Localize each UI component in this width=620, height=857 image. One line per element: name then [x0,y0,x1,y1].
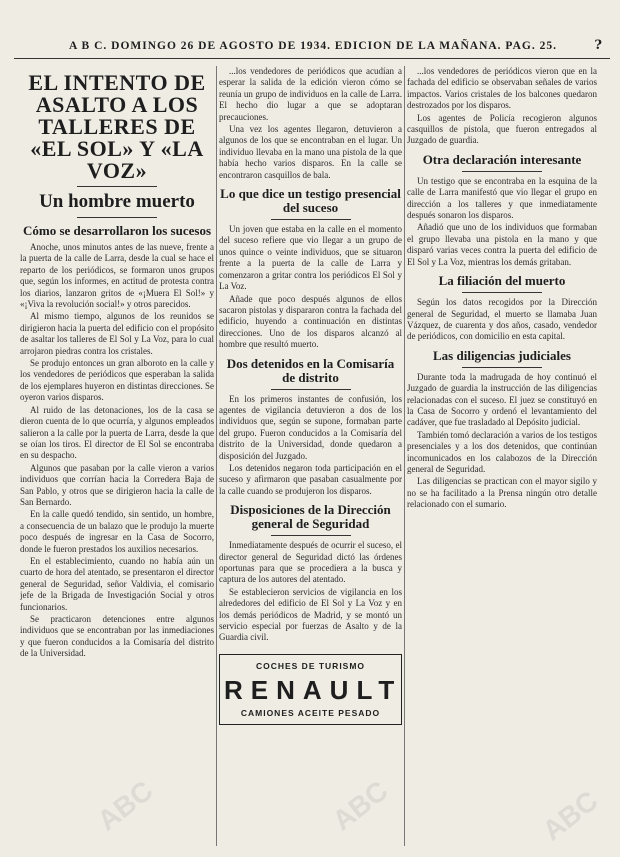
ad-bottom-line: CAMIONES ACEITE PESADO [240,707,381,718]
article-paragraph: Anoche, unos minutos antes de las nueve, frente a la puerta de la calle de Larra, desde la cual se hace el reparto de los periódicos, se formaron unos grupos que, según los informes, en actitud de protesta contra los diarios, lanzaron gritos de «¡Muera El Sol!» y «¡Viva la revolución social!» y otros parecidos. [20,242,214,310]
section-rule [271,535,351,536]
main-headline: EL INTENTO DE ASALTO A LOS TALLERES DE «EL SOL» Y «LA VOZ» [28,70,206,183]
article-paragraph: ...los vendedores de periódicos que acudían a esperar la salida de la edición vieron cómo se reunía un grupo de individuos en la calle de Larra. El hecho dio lugar a que se adoptaran precauciones. [219,66,402,122]
running-head: A B C. DOMINGO 26 DE AGOSTO DE 1934. EDICION DE LA MAÑANA. PAG. 25. [69,40,557,52]
section-rule [462,171,542,172]
article-paragraph: Al mismo tiempo, algunos de los reunidos se dirigieron hacia la puerta del edificio con el propósito de asaltar los talleres de El Sol y La Voz, para lo cual arrojaron piedras contra los cristales. [20,311,214,356]
subheadline-rule [77,217,157,218]
column-divider-1 [216,66,217,846]
ad-brand: RENAULT [224,674,402,705]
article-paragraph: Se establecieron servicios de vigilancia en los alrededores del edificio de El Sol y La Voz y en los demás periódicos de Madrid, y se montó un servicio especial por fuerzas de Asalto y de la Guardia civil. [219,586,402,643]
headline-rule [77,186,157,187]
renault-advertisement [219,654,402,725]
section-rule [462,292,542,293]
article-paragraph: En los primeros instantes de confusión, los agentes de vigilancia detuvieron a dos de los individuos que, según se supone, formaban parte del grupo. Fueron conducidos a la Comisaría del distrito de la Universidad, donde quedaron a disposición del Juzgado. [219,393,402,461]
article-paragraph: Al ruido de las detonaciones, los de la casa se dieron cuenta de lo que ocurría, y algunos empleados salieron a la calle por la puerta de Larra, desde la que se oían los tiros. El director de El Sol se encontraba en su despacho. [20,404,214,461]
abc-watermark: ABC [91,774,159,837]
column-divider-2 [404,66,405,846]
article-paragraph: Los detenidos negaron toda participación en el suceso y afirmaron que pasaban casualmente por la calle cuando se produjeron los disparos. [219,462,402,496]
article-paragraph: Las diligencias se practican con el mayor sigilo y no se ha facilitado a la Prensa ningún otro detalle relacionado con el sumario. [407,476,597,510]
abc-watermark: ABC [326,774,394,837]
abc-watermark: ABC [536,784,604,847]
section-title-testigo: Lo que dice un testigo presencial del suceso [220,186,401,216]
article-paragraph: Se produjo entonces un gran alboroto en la calle y los vendedores de periódicos que esperaban la salida de los ejemplares huyeron en distintas direcciones. Se oyeron varios disparos. [20,358,214,403]
section-title-filiacion: La filiación del muerto [438,273,566,289]
article-paragraph: Añade que poco después algunos de ellos sacaron pistolas y dispararon contra la fachada del edificio, huyendo a continuación en distintas direcciones. Uno de los disparos alcanzó al hombre que resultó muerto. [219,293,402,350]
column-3 [407,66,597,851]
article-paragraph: En la calle quedó tendido, sin sentido, un hombre, a consecuencia de un balazo que le produjo la muerte poco después de ingresar en la Casa de Socorro, donde le fueron prestados los auxilios necesarios. [20,509,214,554]
column-2 [219,66,402,851]
section-title-disposiciones: Disposiciones de la Dirección general de Seguridad [230,502,391,532]
article-paragraph: Inmediatamente después de ocurrir el suceso, el director general de Seguridad dictó las órdenes oportunas para que se procediera a la busca y captura de los autores del atentado. [219,540,402,585]
section-rule [271,219,351,220]
article-paragraph: Un joven que estaba en la calle en el momento del suceso refiere que vio llegar a un grupo de unos quince o veinte individuos, que se situaron frente a la puerta de la calle de Larra y comenzaron a gritar contra los periódicos El Sol y La Voz. [219,224,402,292]
corner-mark: ? [594,38,602,53]
article-paragraph: Según los datos recogidos por la Dirección general de Seguridad, el muerto se llamaba Juan Vázquez, de cuarenta y dos años, casado, vendedor de periódicos, con domicilio en esta capital. [407,297,597,342]
section-title-sucesos: Cómo se desarrollaron los sucesos [22,223,212,238]
section-title-diligencias: Las diligencias judiciales [433,347,571,363]
section-rule [462,367,542,368]
subheadline: Un hombre muerto [39,191,195,212]
section-title-detenidos: Dos detenidos en la Comisaría de distrito [226,355,395,385]
article-paragraph: En el establecimiento, cuando no había aún un cuarto de hora del atentado, se presentaron el director general de Seguridad, señor Valdivia, el comisario jefe de la Brigada de Investigación Social y otros funcionarios. [20,555,214,612]
section-rule [271,389,351,390]
article-paragraph: Un testigo que se encontraba en la esquina de la calle de Larra manifestó que vio llegar el grupo en dirección a los talleres y que inmediatamente después sonaron los disparos. [407,175,597,221]
article-paragraph: Se practicaron detenciones entre algunos individuos que se encontraban por las inmediaciones y que fueron conducidos a la Comisaría del distrito de la Universidad. [20,614,214,659]
article-paragraph: Añadió que uno de los individuos que formaban el grupo llevaba una pistola en la mano y que disparó varias veces contra la puerta del edificio de El Sol y La Voz, mientras los demás gritaban. [407,222,597,267]
section-title-declaracion: Otra declaración interesante [422,151,582,167]
ad-top-line: COCHES DE TURISMO [255,660,366,671]
column-1 [20,66,214,851]
article-paragraph: También tomó declaración a varios de los testigos presenciales y a los dos detenidos, que continúan incomunicados en los calabozos de la Dirección general de Seguridad. [407,429,597,474]
header-rule [14,58,610,59]
article-paragraph: Algunos que pasaban por la calle vieron a varios individuos que corrían hacia la Corredera Baja de San Pablo, y otros que se dirigieron hacia la calle de San Bernardo. [20,462,214,507]
article-paragraph: Los agentes de Policía recogieron algunos casquillos de pistola, que fueron entregados al Juzgado de guardia. [407,112,597,146]
article-paragraph: Una vez los agentes llegaron, detuvieron a algunos de los que se encontraban en el lugar. Un individuo llevaba en la mano una pistola de la que había hecho varios disparos. En la calle se encontraron casquillos de bala. [219,124,402,180]
article-paragraph: ...los vendedores de periódicos vieron que en la fachada del edificio se observaban señales de varios impactos. Varios cristales de los balcones quedaron destrozados por los disparos. [407,66,597,111]
article-paragraph: Durante toda la madrugada de hoy continuó el Juzgado de guardia la instrucción de las diligencias relacionadas con el suceso. El juez se constituyó en la Casa de Socorro y ordenó el levantamiento del cadáver, que fue trasladado al Depósito judicial. [407,371,597,428]
